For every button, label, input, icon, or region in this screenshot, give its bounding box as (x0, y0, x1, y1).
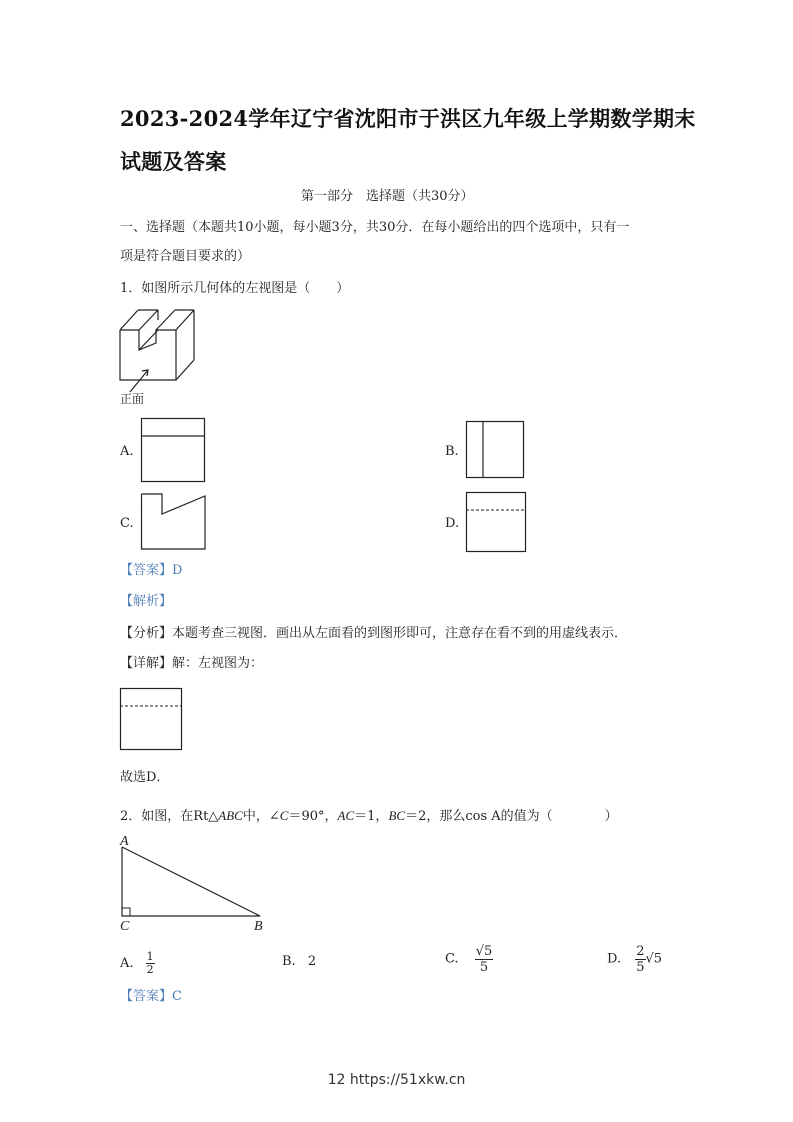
q2-option-a (120, 951, 155, 976)
section-heading: 第一部分 选择题（共30分） (301, 189, 474, 204)
q1-option-c-figure (141, 492, 207, 552)
q2-ac-var: AC (337, 808, 355, 823)
vertex-b-label: B (254, 919, 263, 934)
q1-conclusion: 故选D． (120, 770, 170, 785)
fraction-denominator: 5 (636, 960, 645, 975)
q1-answer (120, 563, 182, 579)
q2-option-a-fraction (146, 951, 155, 976)
q2-option-d-fraction (635, 944, 645, 975)
answer-tag: 【答案】C (120, 989, 182, 1004)
q2-sep1: ， (324, 809, 338, 824)
vertex-a-label: A (120, 834, 129, 849)
q2-bc-var: BC (388, 808, 406, 823)
q2-option-b-value: 2 (307, 954, 317, 969)
q1-xiangjie: 【详解】解：左视图为： (120, 656, 264, 671)
page-footer: 12 https://51xkw.cn (327, 1072, 466, 1088)
answer-tag: 【答案】D (120, 563, 183, 578)
q2-rt: Rt△ (193, 809, 219, 824)
q1-option-d-label: D. (445, 516, 460, 531)
q2-option-c-label: C. (445, 951, 459, 967)
q2-option-c (445, 944, 493, 975)
front-view-label: 正面 (120, 392, 145, 406)
q2-option-d-root: √5 (645, 951, 663, 967)
q1-option-a-label: A. (120, 444, 134, 459)
q2-sep2: ， (375, 809, 389, 824)
q1-solid-figure (118, 308, 198, 403)
q2-angle-eq: ＝90° (288, 809, 325, 824)
q2-option-c-fraction (475, 944, 494, 975)
fraction-denominator: 5 (479, 960, 489, 975)
instructions-line2: 项是符合题目要求的） (120, 249, 251, 264)
fraction-denominator: 2 (146, 963, 154, 976)
q2-option-a-label: A. (120, 956, 134, 971)
q2-prefix: 2．如图，在 (120, 809, 194, 824)
q1-option-b-label: B. (445, 444, 459, 459)
q2-option-d (607, 944, 662, 975)
question-1-stem: 1．如图所示几何体的左视图是（ ） (120, 281, 350, 296)
q2-abc: ABC (218, 808, 243, 823)
instructions-line1: 一、选择题（本题共10小题，每小题3分，共30分．在每小题给出的四个选项中，只有一 (120, 220, 630, 235)
q1-left-view-figure (120, 688, 184, 752)
q1-fenxi: 【分析】本题考查三视图．画出从左面看的到图形即可，注意存在看不到的用虚线表示． (120, 626, 628, 641)
document-title-line1: 2023-2024学年辽宁省沈阳市于洪区九年级上学期数学期末 (120, 106, 696, 131)
fraction-numerator: 2 (636, 944, 645, 959)
q1-option-a-figure (141, 418, 207, 484)
q2-mid: 中， (242, 809, 269, 824)
q2-tail: ，那么cos A的值为（ ） (426, 809, 618, 824)
q2-answer (120, 989, 182, 1005)
vertex-c-label: C (120, 919, 130, 934)
angle-symbol: ∠ (268, 809, 280, 824)
q2-option-d-label: D. (607, 951, 622, 967)
q1-option-b-figure (466, 421, 526, 481)
question-2-stem (120, 808, 618, 825)
q2-angle-var: C (279, 808, 289, 823)
document-title-line2: 试题及答案 (120, 149, 227, 174)
q2-ac-eq: ＝1 (354, 809, 376, 824)
q1-option-d-figure (466, 492, 528, 554)
fraction-numerator: 1 (146, 950, 154, 963)
q2-option-b-label: B. (282, 954, 296, 969)
fraction-numerator: √5 (475, 944, 493, 959)
q2-triangle-figure (118, 845, 268, 920)
q1-analysis-label: 【解析】 (120, 594, 173, 609)
q2-option-b (282, 954, 316, 970)
q2-bc-eq: ＝2 (405, 809, 427, 824)
q1-option-c-label: C. (120, 516, 134, 531)
